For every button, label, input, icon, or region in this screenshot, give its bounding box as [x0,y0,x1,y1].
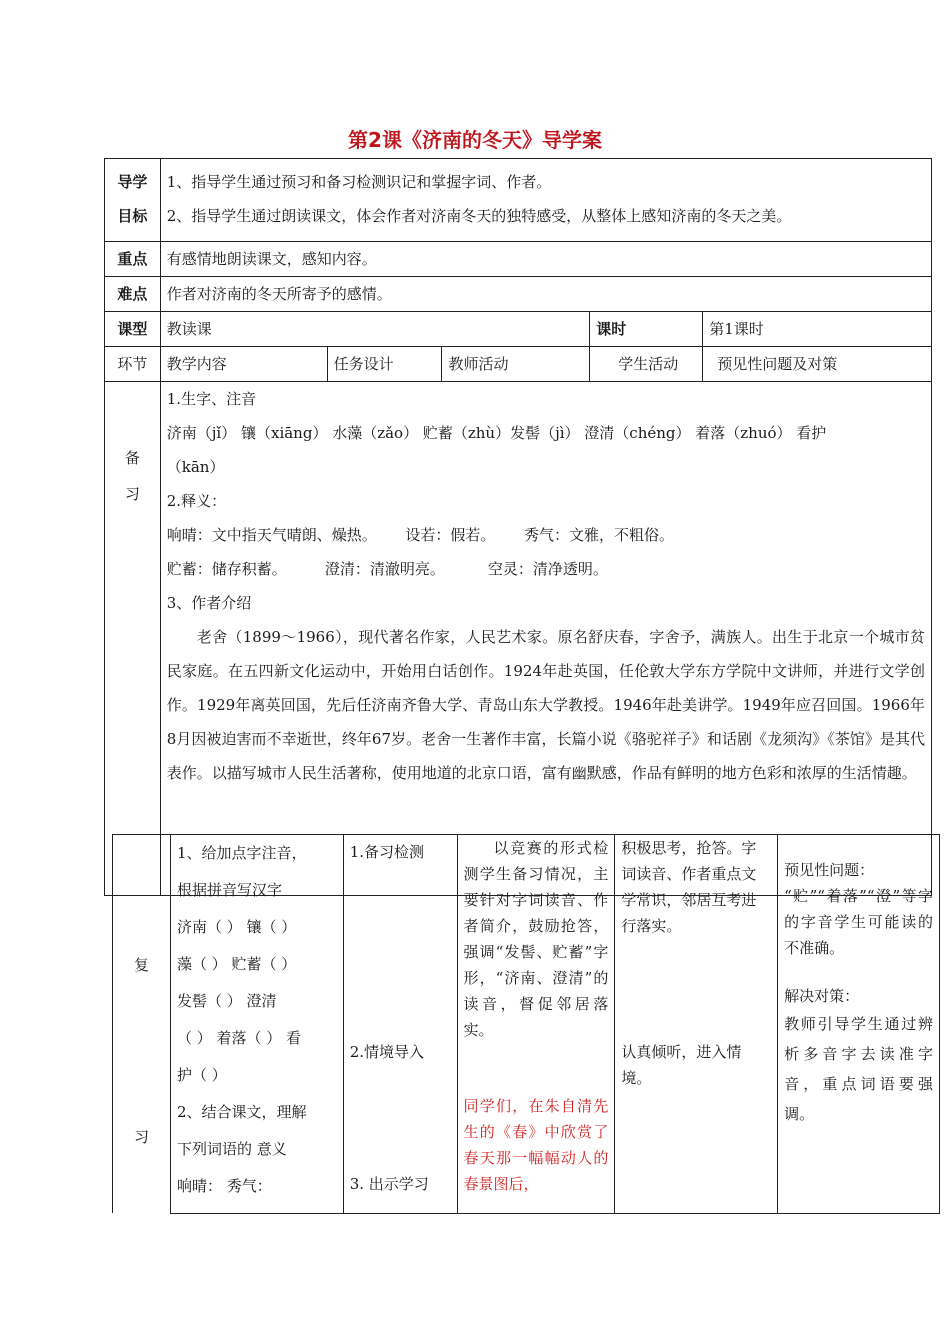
student-activity: 积极思考，抢答。字词读音、作者重点文学常识，邻居互考进行落实。 [621,839,757,935]
goals-label-line: 目标 [117,207,148,225]
prep-label [105,382,161,896]
review-content-line: 下列词语的 意义 [176,1140,287,1158]
review-content-line: 发髻（ ） 澄清 [176,992,277,1010]
header-stage: 环节 [105,347,161,382]
review-label-line: 习 [133,1128,149,1146]
task-item: 3. 出示学习 [349,1175,429,1193]
prep-section-title: 3、作者介绍 [166,594,252,612]
problem-title: 预见性问题： [784,861,875,879]
course-hours-label: 课时 [590,312,703,347]
task-item: 1.备习检测 [349,843,424,861]
review-content-line: 济南（ ） 镶（ ） [176,918,297,936]
key-point-text: 有感情地朗读课文，感知内容。 [160,242,931,277]
teacher-activity-intro: 同学们，在朱自清先生的《春》中欣赏了春天那一幅幅动人的春景图后， [463,1097,609,1193]
review-label [113,835,171,1214]
solution-text: 教师引导学生通过辨析多音字去读准字音，重点词语要强调。 [784,1015,933,1123]
review-content-line: 1、给加点字注音， [176,844,307,862]
review-content [170,835,343,1214]
header-teacher: 教师活动 [442,347,590,382]
student-activity: 认真倾听，进入情境。 [621,1043,742,1087]
course-hours-value: 第1课时 [703,312,932,347]
page-title: 第2课《济南的冬天》导学案 [348,128,602,152]
prep-row [105,382,932,896]
goals-row [105,159,932,242]
header-content: 教学内容 [160,347,327,382]
problem-text: “贮”“着落”“澄”等字的字音学生可能读的不准确。 [784,887,933,957]
review-row [113,835,940,1214]
prep-definition-line: 贮蓄：储存积蓄。 澄清：清澈明亮。 空灵：清净透明。 [166,560,608,578]
prep-content [160,382,931,896]
course-type-label: 课型 [105,312,161,347]
review-student [615,835,778,1214]
review-content-line: 藻（ ） 贮蓄（ ） [176,955,297,973]
review-content-line: （ ） 着落（ ） 看 [176,1029,302,1047]
task-item: 2.情境导入 [349,1043,424,1061]
review-label-line: 复 [133,956,149,974]
goals-label [105,159,161,242]
goal-item: 2、指导学生通过朗读课文，体会作者对济南冬天的独特感受，从整体上感知济南的冬天之美。 [166,207,792,225]
review-content-line: 根据拼音写汉字 [176,881,282,899]
author-intro: 老舍（1899～1966），现代著名作家，人民艺术家。原名舒庆春，字舍予，满族人。出生于北京一个城市贫民家庭。在五四新文化运动中，开始用白话创作。1924年赴英国，任伦敦大学东方学院中文讲师，并进行文学创作。1929年离英回国，先后任济南齐鲁大学、青岛山东大学教授。1946年赴美讲学。1949年应召回国。1966年8月因被迫害而不幸逝世，终年67岁。老舍一生著作丰富，长篇小说《骆驼祥子》和话剧《龙须沟》《茶馆》是其代表作。以描写城市人民生活著称，使用地道的北京口语，富有幽默感，作品有鲜明的地方色彩和浓厚的生活情趣。 [166,628,925,782]
prep-definition-line: 响晴：文中指天气晴朗、燥热。 设若：假若。 秀气：文雅，不粗俗。 [166,526,674,544]
review-content-line: 响晴： 秀气： [176,1177,272,1195]
review-content-line: 2、结合课文，理解 [176,1103,307,1121]
review-problem [778,835,940,1214]
prep-section-title: 1.生字、注音 [166,390,257,408]
teacher-activity: 以竞赛的形式检测学生备习情况，主要针对字词读音、作者简介，鼓励抢答，强调“发髻、贮蓄”字形，“济南、澄清”的读音，督促邻居落实。 [463,839,609,1039]
difficulty-row [105,277,932,312]
prep-section-title: 2.释义： [166,492,227,510]
prep-pinyin-line: （kān） [166,458,225,476]
goal-item: 1、指导学生通过预习和备习检测识记和掌握字词、作者。 [166,173,552,191]
lesson-plan-table [104,158,932,896]
review-tasks [343,835,457,1214]
prep-pinyin-line: 济南（jǐ） 镶（xiāng） 水藻（zǎo） 贮蓄（zhù）发髻（jì） 澄清（chéng） 着落（zhuó） 看护 [166,424,827,442]
course-type-value: 教读课 [160,312,590,347]
solution-title: 解决对策： [784,987,860,1005]
course-row [105,312,932,347]
difficulty-label: 难点 [105,277,161,312]
difficulty-text: 作者对济南的冬天所寄予的感情。 [160,277,931,312]
goals-label-line: 导学 [117,173,148,191]
header-row [105,347,932,382]
key-point-label: 重点 [105,242,161,277]
prep-label-line: 习 [124,485,140,503]
header-task: 任务设计 [327,347,442,382]
review-teacher [457,835,615,1214]
review-table [112,834,940,1214]
header-student: 学生活动 [590,347,703,382]
header-problem: 预见性问题及对策 [703,347,932,382]
goals-content [160,159,931,242]
key-point-row [105,242,932,277]
review-content-line: 护（ ） [176,1066,227,1084]
prep-label-line: 备 [124,449,140,467]
